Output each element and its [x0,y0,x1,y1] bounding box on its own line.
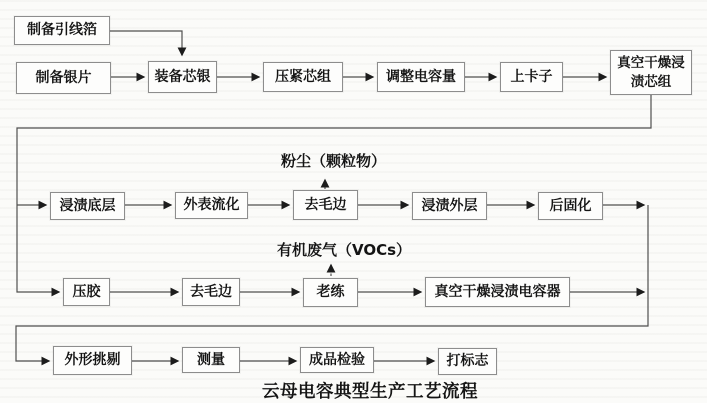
node-surface-fluidize: 外表流化 [175,192,248,219]
node-vacuum-dry-impregnate-core: 真空干燥浸渍芯组 [610,50,692,95]
node-adjust-capacitance: 调整电容量 [377,62,465,92]
label-dust-emission: 粉尘（颗粒物） [281,152,387,170]
node-deburr-1: 去毛边 [293,190,358,220]
node-deburr-2: 去毛边 [182,278,240,306]
node-marking: 打标志 [438,348,497,375]
connector-lead-foil-to-assemble [110,31,182,55]
diagram-title: 云母电容典型生产工艺流程 [262,382,478,402]
node-prep-silver-sheet: 制备银片 [16,62,111,94]
node-press-core-stack: 压紧芯组 [263,62,343,92]
node-shape-sorting: 外形挑剔 [53,346,132,375]
node-measurement: 测量 [182,347,240,373]
node-assemble-core-silver: 装备芯银 [148,61,217,93]
node-post-cure: 后固化 [538,192,603,220]
node-vacuum-dry-impregnate-capacitor: 真空干燥浸渍电容器 [425,277,570,307]
node-press-glue: 压胶 [63,278,110,306]
node-final-inspection: 成品检验 [300,347,374,373]
node-prep-lead-foil: 制备引线箔 [14,16,110,45]
node-aging: 老练 [303,278,358,307]
node-impregnate-base-layer: 浸渍底层 [50,192,125,220]
label-voc-emission: 有机废气（VOCs） [277,241,412,259]
node-impregnate-outer-layer: 浸渍外层 [412,192,487,220]
node-attach-clip: 上卡子 [500,62,563,92]
